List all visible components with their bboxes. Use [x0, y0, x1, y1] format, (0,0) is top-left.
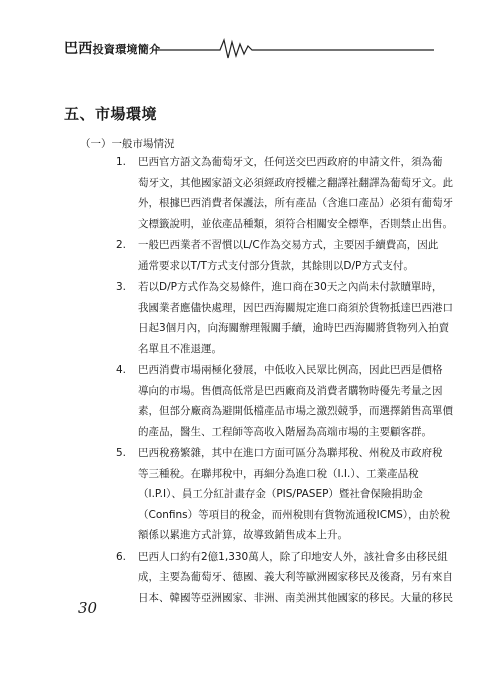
running-header — [64, 36, 434, 60]
list-item-number: 2. — [115, 239, 126, 251]
text-line: 巴西消費市場兩極化發展，中低收入民眾比例高，因此巴西是價格 — [138, 364, 443, 376]
list-item-text — [138, 235, 439, 276]
text-line: 素，但部分廠商為避開低檔產品市場之激烈競爭，而選擇銷售高單價 — [138, 405, 453, 417]
list-item — [0, 277, 480, 359]
text-line: 額係以累進方式計算，故導致銷售成本上升。 — [138, 529, 348, 541]
text-line: 巴西人口約有2億1,330萬人，除了印地安人外，該社會多由移民組 — [138, 550, 448, 563]
text-line: 我國業者應儘快處理，因巴西海關規定進口商須於貨物抵達巴西港口 — [138, 301, 453, 314]
list-item-number: 3. — [115, 281, 126, 293]
text-line: 日起3個月內，向海關辦理報關手續，逾時巴西海關將貨物列入拍賣 — [138, 322, 450, 334]
list-item — [0, 443, 480, 546]
text-line: 的產品，醫生、工程師等高收入階層為高端市場的主要顧客群。 — [138, 425, 432, 438]
text-line: 巴西官方語文為葡萄牙文，任何送交巴西政府的申請文件，須為葡 — [138, 156, 443, 168]
header-title-text: 投資環境簡介 — [92, 43, 161, 56]
list-item — [0, 547, 480, 609]
list-item-text — [138, 443, 451, 546]
text-line: 成，主要為葡萄牙、德國、義大利等歐洲國家移民及後裔，另有來自 — [138, 571, 453, 583]
header-title-country: 巴西 — [64, 41, 93, 57]
text-line: （I.P.I）、員工分紅計畫存金（PIS/PASEP）暨社會保險捐助金 — [138, 488, 423, 500]
text-line: 通常要求以T/T方式支付部分貨款，其餘則以D/P方式支付。 — [138, 259, 414, 272]
list-item-number: 4. — [115, 364, 126, 376]
text-line: 名單且不准退運。 — [138, 342, 222, 355]
list-item-number: 1. — [115, 156, 126, 168]
list-item-text — [138, 277, 453, 359]
text-line: （Confins）等項目的稅金，而州稅則有貨物流通稅ICMS），由於稅 — [138, 508, 451, 521]
header-title — [64, 38, 160, 58]
list-item-text — [138, 547, 453, 609]
subsection-title: （一）一般市場情況 — [80, 138, 175, 150]
section-title: 五、市場環境 — [64, 105, 158, 123]
page-number: 30 — [78, 599, 98, 617]
text-line: 等三種稅。在聯邦稅中，再細分為進口稅（I.I.）、工業產品稅 — [138, 467, 419, 480]
numbered-list — [0, 152, 480, 609]
text-line: 文標籤說明，並依產品種類，須符合相關安全標準，否則禁止出售。 — [138, 217, 453, 230]
list-item-number: 6. — [115, 550, 126, 563]
text-line: 萄牙文，其他國家語文必須經政府授權之翻譯社翻譯為葡萄牙文。此 — [138, 176, 453, 189]
list-item — [0, 235, 480, 276]
text-line: 外，根據巴西消費者保護法，所有產品（含進口產品）必須有葡萄牙 — [138, 197, 453, 209]
list-item-number: 5. — [115, 447, 126, 459]
text-line: 一般巴西業者不習慣以L/C作為交易方式，主要因手續費高，因此 — [138, 239, 439, 251]
text-line: 導向的市場。售價高低常是巴西廠商及消費者購物時優先考量之因 — [138, 384, 443, 397]
list-item-text — [138, 152, 453, 234]
text-line: 日本、韓國等亞洲國家、非洲、南美洲其他國家的移民。大量的移民 — [138, 591, 453, 604]
list-item-text — [138, 360, 453, 442]
text-line: 若以D/P方式作為交易條件，進口商在30天之內尚未付款贖單時， — [138, 281, 443, 293]
text-line: 巴西稅務繁雜，其中在進口方面可區分為聯邦稅、州稅及市政府稅 — [138, 447, 443, 459]
list-item — [0, 360, 480, 442]
list-item — [0, 152, 480, 234]
